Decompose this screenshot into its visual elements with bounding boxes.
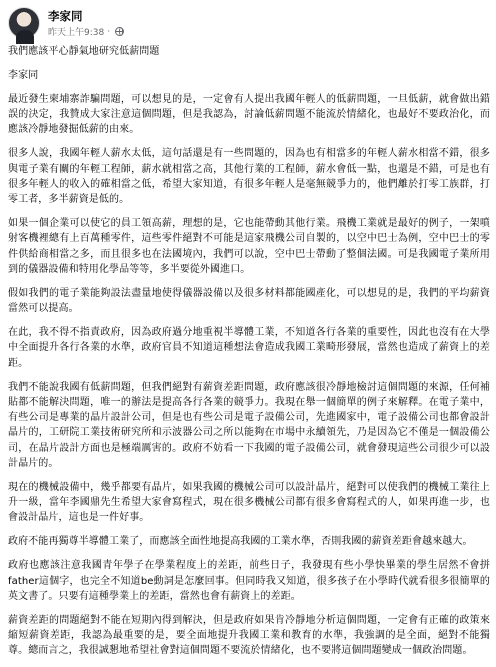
paragraph: 薪資差距的問題絕對不能在短期內得到解決，但是政府如果肯冷靜地分析這個問題，一定會有正確的政策來縮短薪資差距，我認為最重要的是，要全面地提升我國工業和教育的水準，我強調的是全面，絕對不能獨尊。總而言之，我很誠懇地希望社會對這個問題不要流於情緒化，也不要將這個問題變成一個政治問題。	[8, 614, 490, 657]
paragraph: 如果一個企業可以使它的員工領高薪，理想的是，它也能帶動其他行業。飛機工業就是最好的例子，一架噴射客機裡總有上百萬種零件，這些零件絕對不可能是這家飛機公司自製的，以空中巴士為例，空中巴士的零件供給商相當之多，而且很多也在法國境內，我們可以說，空中巴士帶動了整個法國。可是我國電子業所用到的儀器設備和特用化學品等等，多半要從外國進口。	[8, 218, 490, 275]
paragraph: 最近發生柬埔寨詐騙問題，可以想見的是，一定會有人提出我國年輕人的低薪問題，一旦低薪，就會做出錯誤的決定，我贊成大家注意這個問題，但是我認為，討論低薪問題不能流於情緒化，也最好不要政治化，而應該冷靜地發掘低薪的由來。	[8, 93, 490, 136]
author-name[interactable]: 李家同	[48, 9, 83, 23]
post-byline: 李家同	[8, 69, 39, 81]
globe-icon[interactable]	[115, 27, 124, 36]
paragraph: 我們不能說我國有低薪問題，但我們絕對有薪資差距問題，政府應該很冷靜地檢討這個問題的來源，任何補貼都不能解決問題，唯一的辦法是提高各行各業的競爭力。我現在舉一個簡單的例子來解釋。在電子業中，有些公司是專業的晶片設計公司，但是也有些公司是電子設備公司，先進國家中，電子設備公司也都會設計晶片的，工研院工業技術研究所和示波器公司之所以能夠在市場中永續領先，乃是因為它不僅是一個設備公司，在晶片設計方面也是極端厲害的。政府不妨看一下我國的電子設備公司，就會發現這些公司很少可以設計晶片的。	[8, 381, 490, 469]
paragraph: 假如我們的電子業能夠設法盡量地使得儀器設備以及很多材料都能國產化，可以想見的是，我們的平均薪資當然可以提高。	[8, 287, 490, 315]
author-avatar[interactable]	[8, 7, 40, 39]
post-header	[8, 6, 488, 42]
meta-separator: ·	[107, 26, 111, 37]
post-title: 我們應該平心靜氣地研究低薪問題	[8, 46, 160, 57]
post-body	[8, 44, 490, 667]
post-timestamp[interactable]: 昨天上午9:38	[48, 28, 105, 38]
paragraph: 政府不能再獨尊半導體工業了，而應該全面性地提高我國的工業水準，否則我國的薪資差距會越來越大。	[8, 536, 473, 548]
paragraph: 在此，我不得不指責政府，因為政府過分地重視半導體工業，不知道各行各業的重要性，因此也沒有在大學中全面提升各行各業的水準，政府官員不知道這種想法會造成我國工業畸形發展，當然也造成了薪資上的差距。	[8, 327, 490, 369]
paragraph: 現在的機械設備中，幾乎都要有晶片，如果我國的機械公司可以設計晶片，絕對可以使我們的機械工業往上升一級，當年李國鼎先生希望大家會寫程式，現在很多機械公司都有很多會寫程式的人，如果再進一步，也會設計晶片，這也是一件好事。	[8, 481, 490, 524]
paragraph: 政府也應該注意我國青年學子在學業程度上的差距，前些日子，我發現有些小學快畢業的學生居然不會拼father這個字，也完全不知道be動詞是怎麼回事。但同時我又知道，很多孩子在小學時代就看很多很簡單的英文書了。只要有這種學業上的差距，當然也會有薪資上的差距。	[8, 560, 490, 602]
post-meta	[48, 25, 124, 38]
paragraph: 很多人說，我國年輕人薪水太低，這句話還是有一些問題的，因為也有相當多的年輕人薪水相當不錯，很多與電子業有關的年輕工程師，薪水就相當之高，其他行業的工程師，薪水會低一點，也還是不錯，可是也有很多年輕人的收入的確相當之低，希望大家知道，有很多年輕人是毫無競爭力的，他們離於打零工族群，打零工者，多半薪資是低的。	[8, 148, 490, 206]
